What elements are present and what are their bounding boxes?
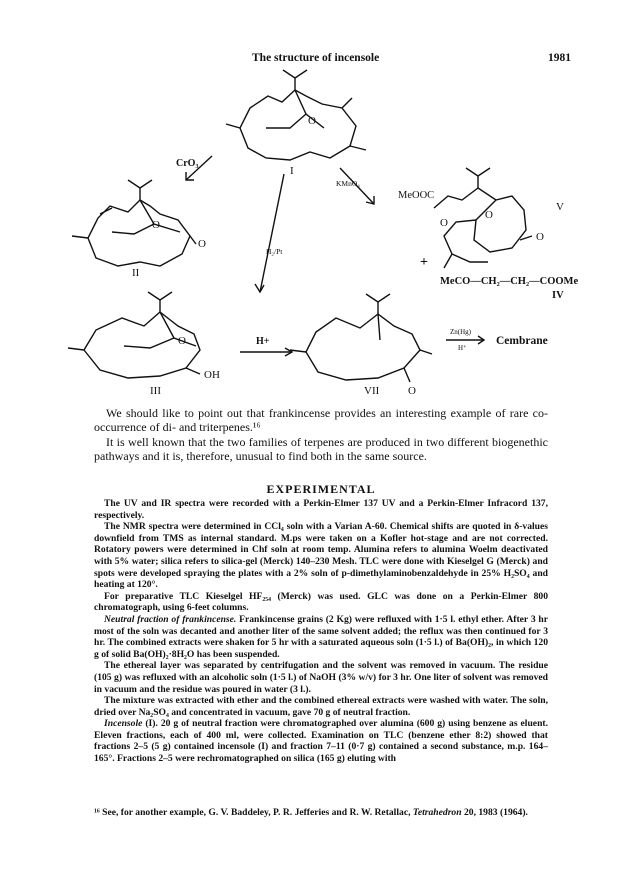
reaction-scheme (0, 0, 624, 400)
label-plus: + (420, 255, 428, 270)
label-IV: IV (552, 290, 564, 301)
label-I-oxygen: O (308, 115, 316, 127)
label-znhg-h: H⁺ (458, 344, 467, 352)
structure-II (72, 180, 196, 266)
body-paragraph-2: It is well known that the two families of terpenes are produced in two different biogenethic pathways and it is, therefore, unusual to find both in the same source. (94, 434, 548, 464)
structure-VII (290, 294, 432, 382)
exp-p4-text: Frankincense grains (2 Kg) were refluxed with 1·5 l. ethyl ether. After 3 hr most of the soln was decanted and another liter of the same solvent added; the reflux was then continued for 3 hr. The combined extracts were shaken for 5 hr with a saturated aqueous soln (1·5 l.) of Ba(OH)₂, in which 120 g of solid Ba(OH)₂·8H₂O has been suspended. (94, 613, 549, 660)
footnote-ref: 20, 1983 (1964). (461, 807, 528, 818)
label-V-oxygen: O (485, 209, 493, 221)
label-V-ester: MeOOC (398, 190, 435, 201)
label-III-oh: OH (204, 369, 220, 381)
label-cro3: CrO₃ (176, 158, 199, 169)
exp-paragraph-6: The mixture was extracted with ether and the combined ethereal extracts were washed with water. The soln, dried over Na₂SO₄ and concentrated in vacuum, gave 70 g of neutral fraction. (94, 695, 548, 718)
exp-p7-heading: Incensole (104, 718, 143, 730)
running-header-title: The structure of incensole (252, 52, 380, 64)
label-II-ketone: O (198, 238, 206, 250)
exp-paragraph-5: The ethereal layer was separated by centrifugation and the solvent was removed in vacuum. The residue (105 g) was refluxed with an alcoholic soln (1·5 l.) of NaOH (3% w/v) for 3 hr. One liter of solvent was removed in vacuum and the residue was poured in water (3 l.). (94, 660, 548, 695)
label-hplus: H+ (256, 336, 270, 347)
label-znhg: Zn(Hg) (450, 328, 471, 336)
label-V-lactone-o: O (440, 217, 448, 229)
reaction-arrows (186, 156, 484, 356)
structure-V (434, 168, 532, 268)
exp-p4-heading: Neutral fraction of frankincense. (104, 613, 237, 625)
label-VII-ketone: O (408, 385, 416, 397)
label-IV-formula: MeCO—CH₂—CH₂—COOMe (440, 276, 579, 287)
label-III-oxygen: O (178, 335, 186, 347)
label-I: I (290, 165, 294, 177)
label-II: II (132, 267, 140, 279)
label-kmno4: KMnO₄ (336, 179, 360, 188)
label-III: III (150, 385, 161, 397)
label-V: V (556, 201, 564, 213)
footnote-16 (94, 807, 548, 819)
structure-I (226, 70, 366, 160)
label-h2pt: H₂/Pt (266, 247, 283, 256)
exp-paragraph-2: The NMR spectra were determined in CCl₄ soln with a Varian A-60. Chemical shifts are quoted in δ-values downfield from TMS as internal standard. M.ps were taken on a Kofler hot-stage and are not corrected. Rotatory powers were determined in Chf soln at room temp. Alumina refers to alumina Woelm deactivated with 5% water; silica refers to silica-gel (Merck) 140–230 Mesh. TLC were done with Kieselgel G (Merck) and spots were developed spraying the plates with a 2% soln of p-dimethylaminobenzaldehyde in 25% H₂SO₄ and heating at 120°. (94, 521, 548, 591)
label-cembrane: Cembrane (496, 335, 548, 347)
exp-paragraph-1: The UV and IR spectra were recorded with a Perkin-Elmer 137 UV and a Perkin-Elmer Infracord 137, respectively. (94, 498, 548, 521)
label-V-ketone: O (536, 231, 544, 243)
exp-paragraph-3: For preparative TLC Kieselgel HF₂₅₄ (Merck) was used. GLC was done on a Perkin-Elmer 800 chromatograph, using 6-feet columns. (94, 590, 548, 614)
experimental-text (94, 498, 548, 765)
exp-paragraph-4 (94, 614, 548, 660)
body-paragraph-1: We should like to point out that frankincense provides an interesting example of rare co-occurrence of di- and triterpenes.¹⁶ (94, 406, 548, 435)
footnote (94, 807, 548, 819)
body-text (94, 406, 548, 464)
label-VII: VII (364, 385, 380, 397)
exp-p7-text: (I). 20 g of neutral fraction were chromatographed over alumina (600 g) using benzene as eluent. Eleven fractions, each of 400 ml, were collected. Examination on TLC (benzene ether 8:2) showed that fractions 2–5 (5 g) contained incensole (I) and fraction 7–11 (0·7 g) contained a second substance, m.p. 164–165°. Fractions 2–5 were rechromatographed on silica (165 g) eluting with (94, 718, 548, 765)
footnote-text: ¹⁶ See, for another example, G. V. Baddeley, P. R. Jefferies and R. W. Retallac, (94, 807, 413, 818)
label-II-oxygen: O (152, 219, 160, 231)
footnote-journal: Tetrahedron (412, 807, 462, 818)
exp-paragraph-7 (94, 718, 548, 764)
page-number: 1981 (548, 52, 571, 64)
section-heading-experimental: EXPERIMENTAL (266, 482, 376, 496)
